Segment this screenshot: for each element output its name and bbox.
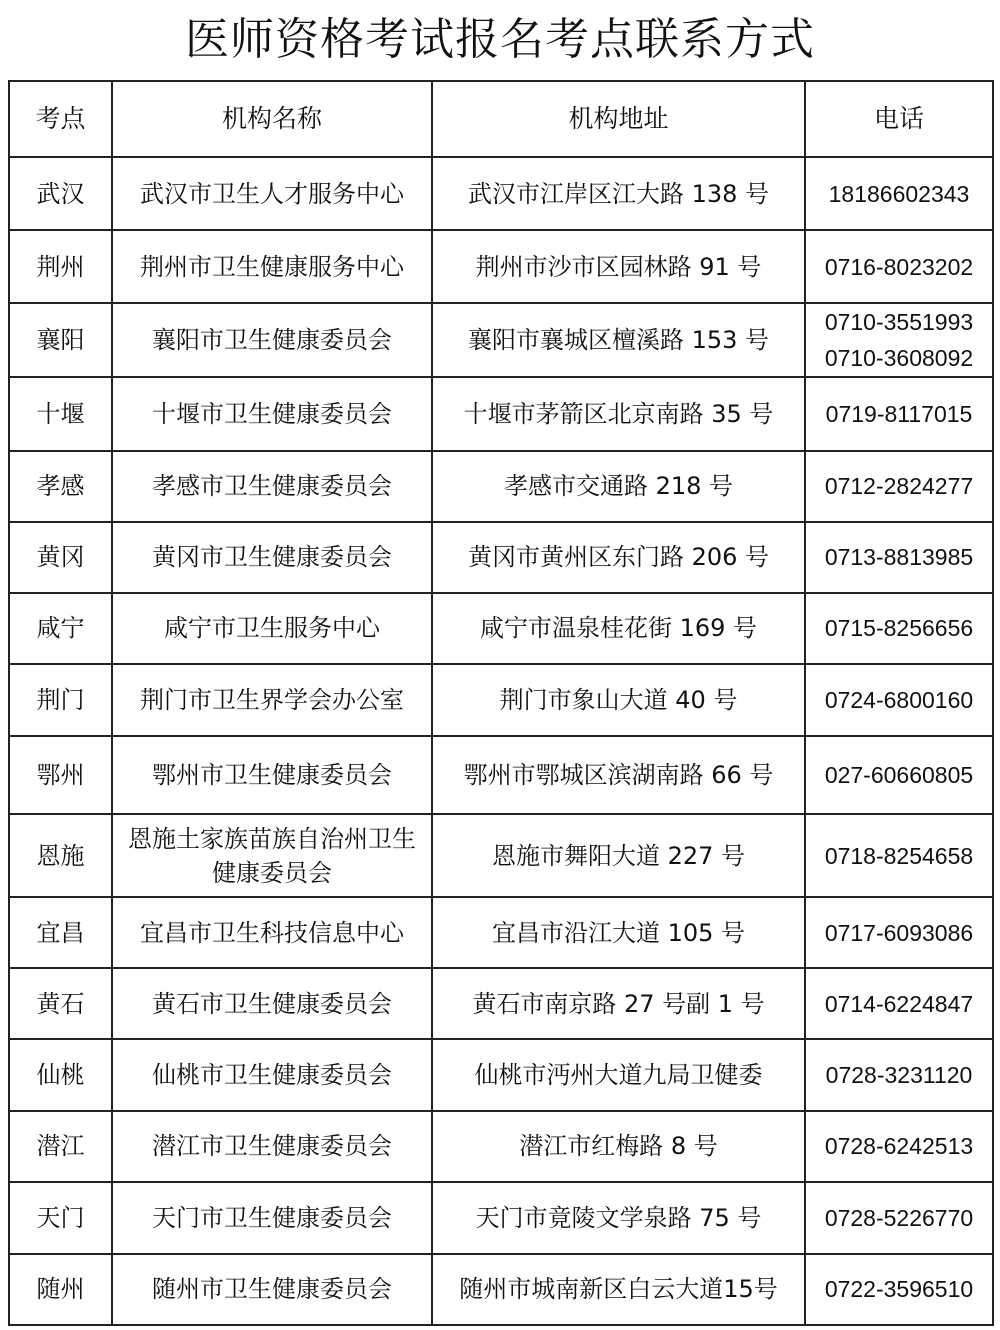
cell-address: 黄石市南京路 27 号副 1 号: [432, 968, 805, 1039]
cell-phone: [805, 968, 993, 1039]
cell-phone: [805, 451, 993, 522]
cell-org: 孝感市卫生健康委员会: [112, 451, 432, 522]
cell-city: 恩施: [9, 814, 112, 897]
cell-org: 襄阳市卫生健康委员会: [112, 303, 432, 377]
cell-phone: [805, 593, 993, 664]
cell-phone: [805, 303, 993, 377]
cell-address: 黄冈市黄州区东门路 206 号: [432, 522, 805, 593]
cell-address: 咸宁市温泉桂花街 169 号: [432, 593, 805, 664]
phone-number: 027-60660805: [824, 762, 974, 788]
cell-city: 鄂州: [9, 736, 112, 814]
cell-city: 荆门: [9, 664, 112, 736]
cell-phone: [805, 814, 993, 897]
cell-city: 宜昌: [9, 897, 112, 968]
phone-number: 0722-3596510: [824, 1276, 974, 1303]
table-row: [9, 1039, 993, 1110]
table-row: [9, 157, 993, 230]
table-row: [9, 736, 993, 814]
cell-org: 天门市卫生健康委员会: [112, 1182, 432, 1254]
table-row: [9, 1254, 993, 1325]
cell-phone: [805, 1039, 993, 1110]
cell-address: 仙桃市沔州大道九局卫健委: [432, 1039, 805, 1110]
cell-org: 武汉市卫生人才服务中心: [112, 157, 432, 230]
cell-org: 鄂州市卫生健康委员会: [112, 736, 432, 814]
table-row: [9, 230, 993, 303]
cell-address: 荆州市沙市区园林路 91 号: [432, 230, 805, 303]
phone-number: 0728-3231120: [825, 1061, 973, 1088]
cell-phone: [805, 1182, 993, 1254]
cell-address: 天门市竟陵文学泉路 75 号: [432, 1182, 805, 1254]
cell-city: 荆州: [9, 230, 112, 303]
table-row: [9, 664, 993, 736]
cell-address: 鄂州市鄂城区滨湖南路 66 号: [432, 736, 805, 814]
cell-phone: [805, 377, 993, 450]
cell-phone: [805, 230, 993, 303]
cell-city: 黄冈: [9, 522, 112, 593]
cell-address: 潜江市红梅路 8 号: [432, 1111, 805, 1182]
cell-phone: [805, 736, 993, 814]
table-row: [9, 303, 993, 377]
cell-org: 荆门市卫生界学会办公室: [112, 664, 432, 736]
cell-city: 十堰: [9, 377, 112, 450]
phone-number: 0718-8254658: [824, 842, 974, 869]
table-row: [9, 377, 993, 450]
cell-address: 荆门市象山大道 40 号: [432, 664, 805, 736]
cell-org: 荆州市卫生健康服务中心: [112, 230, 432, 303]
header-cell-phone: 电话: [805, 81, 993, 157]
table-body: [9, 157, 993, 1325]
cell-address: 宜昌市沿江大道 105 号: [432, 897, 805, 968]
cell-phone: [805, 1254, 993, 1325]
page-title: 医师资格考试报名考点联系方式: [185, 14, 815, 65]
phone-number: 0715-8256656: [824, 615, 974, 642]
phone-number: 0728-6242513: [824, 1133, 974, 1160]
phone-number: 0712-2824277: [824, 473, 974, 500]
phone-number: 0716-8023202: [824, 253, 974, 280]
cell-org: 黄冈市卫生健康委员会: [112, 522, 432, 593]
cell-city: 武汉: [9, 157, 112, 230]
table-row: [9, 593, 993, 664]
phone-number: 0714-6224847: [824, 990, 974, 1017]
phone-number: 0724-6800160: [824, 686, 974, 713]
cell-city: 仙桃: [9, 1039, 112, 1110]
cell-address: 随州市城南新区白云大道15号: [432, 1254, 805, 1325]
cell-city: 咸宁: [9, 593, 112, 664]
cell-city: 随州: [9, 1254, 112, 1325]
table-row: [9, 451, 993, 522]
table-row: [9, 897, 993, 968]
phone-number: 0728-5226770: [824, 1204, 974, 1231]
cell-org: 宜昌市卫生科技信息中心: [112, 897, 432, 968]
cell-address: 十堰市茅箭区北京南路 35 号: [432, 377, 805, 450]
header-cell-address: 机构地址: [432, 81, 805, 157]
cell-org: 十堰市卫生健康委员会: [112, 377, 432, 450]
header-cell-city: 考点: [9, 81, 112, 157]
cell-city: 潜江: [9, 1111, 112, 1182]
cell-address: 武汉市江岸区江大路 138 号: [432, 157, 805, 230]
cell-city: 天门: [9, 1182, 112, 1254]
table-row: [9, 522, 993, 593]
phone-number: 18186602343: [828, 180, 970, 207]
cell-city: 孝感: [9, 451, 112, 522]
cell-org: 黄石市卫生健康委员会: [112, 968, 432, 1039]
cell-org: 潜江市卫生健康委员会: [112, 1111, 432, 1182]
cell-phone: [805, 157, 993, 230]
cell-address: 孝感市交通路 218 号: [432, 451, 805, 522]
cell-address: 襄阳市襄城区檀溪路 153 号: [432, 303, 805, 377]
phone-number: 0717-6093086: [824, 919, 974, 946]
contact-table: [8, 80, 994, 1326]
cell-org: 咸宁市卫生服务中心: [112, 593, 432, 664]
table-row: [9, 814, 993, 897]
table-row: [9, 1182, 993, 1254]
cell-org: 随州市卫生健康委员会: [112, 1254, 432, 1325]
cell-city: 黄石: [9, 968, 112, 1039]
cell-phone: [805, 897, 993, 968]
table-row: [9, 1111, 993, 1182]
cell-phone: [805, 664, 993, 736]
cell-org: 仙桃市卫生健康委员会: [112, 1039, 432, 1110]
phone-number: 0710-3608092: [824, 345, 974, 372]
cell-address: 恩施市舞阳大道 227 号: [432, 814, 805, 897]
cell-org: 恩施土家族苗族自治州卫生健康委员会: [112, 814, 432, 897]
phone-number: 0719-8117015: [825, 400, 973, 427]
header-cell-org: 机构名称: [112, 81, 432, 157]
cell-phone: [805, 1111, 993, 1182]
phone-number: 0710-3551993: [824, 309, 974, 336]
phone-number: 0713-8813985: [824, 544, 974, 571]
table-row: [9, 968, 993, 1039]
table-header-row: [9, 81, 993, 157]
cell-phone: [805, 522, 993, 593]
cell-city: 襄阳: [9, 303, 112, 377]
